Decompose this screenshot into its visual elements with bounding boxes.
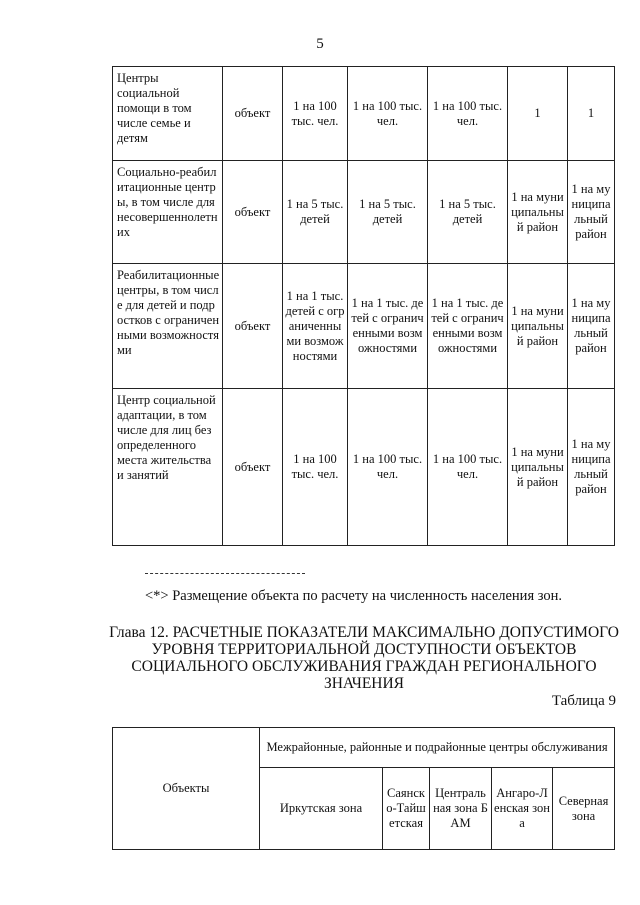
- value-cell: 1 на муниципальный район: [508, 264, 568, 389]
- value-cell: 1 на 5 тыс. детей: [348, 161, 428, 264]
- value-cell: 1 на 1 тыс. детей с ограниченными возможностями: [348, 264, 428, 389]
- value-cell: 1 на 1 тыс. детей с ограниченными возможностями: [283, 264, 348, 389]
- footnote: <*> Размещение объекта по расчету на численность населения зон.: [145, 588, 563, 604]
- zone-header: Центральная зона БАМ: [430, 768, 492, 850]
- object-name: Реабилитационные центры, в том числе для детей и подростков с ограниченными возможностями: [113, 264, 223, 389]
- footnote-divider: [145, 573, 305, 574]
- table-row: [113, 264, 615, 389]
- table-caption: Таблица 9: [551, 693, 616, 709]
- value-cell: 1 на 100 тыс. чел.: [348, 67, 428, 161]
- chapter-title: Глава 12. РАСЧЕТНЫЕ ПОКАЗАТЕЛИ МАКСИМАЛЬНО ДОПУСТИМОГО УРОВНЯ ТЕРРИТОРИАЛЬНОЙ ДОСТУПНОСТИ ОБЪЕКТОВ СОЦИАЛЬНОГО ОБСЛУЖИВАНИЯ ГРАЖДАН РЕГИОНАЛЬНОГО ЗНАЧЕНИЯ: [109, 624, 619, 692]
- objects-header: Объекты: [113, 728, 260, 850]
- value-cell: 1 на 100 тыс. чел.: [428, 67, 508, 161]
- zone-header: Саянско-Тайшетская: [383, 768, 430, 850]
- page-number: 5: [316, 36, 324, 52]
- object-name: Центр социальной адаптации, в том числе для лиц без определенного места жительства и занятий: [113, 389, 223, 546]
- table-row: [113, 161, 615, 264]
- value-cell: 1 на муниципальный район: [568, 161, 615, 264]
- unit-cell: объект: [223, 161, 283, 264]
- table-row: [113, 389, 615, 546]
- value-cell: 1 на 5 тыс. детей: [428, 161, 508, 264]
- table-row: [113, 67, 615, 161]
- zones-table: [112, 727, 615, 850]
- value-cell: 1: [508, 67, 568, 161]
- norms-table: [112, 66, 615, 546]
- value-cell: 1 на муниципальный район: [508, 161, 568, 264]
- value-cell: 1 на муниципальный район: [508, 389, 568, 546]
- group-header: Межрайонные, районные и подрайонные центры обслуживания: [260, 728, 615, 768]
- value-cell: 1: [568, 67, 615, 161]
- unit-cell: объект: [223, 264, 283, 389]
- unit-cell: объект: [223, 67, 283, 161]
- value-cell: 1 на 100 тыс. чел.: [283, 389, 348, 546]
- value-cell: 1 на 100 тыс. чел.: [283, 67, 348, 161]
- value-cell: 1 на 100 тыс. чел.: [348, 389, 428, 546]
- value-cell: 1 на 1 тыс. детей с ограниченными возможностями: [428, 264, 508, 389]
- value-cell: 1 на 100 тыс. чел.: [428, 389, 508, 546]
- object-name: Центры социальной помощи в том числе семье и детям: [113, 67, 223, 161]
- zone-header: Северная зона: [553, 768, 615, 850]
- zone-header: Иркутская зона: [260, 768, 383, 850]
- zone-header: Ангаро-Ленская зона: [492, 768, 553, 850]
- unit-cell: объект: [223, 389, 283, 546]
- value-cell: 1 на муниципальный район: [568, 389, 615, 546]
- table-header-row: [113, 728, 615, 768]
- object-name: Социально-реабилитационные центры, в том числе для несовершеннолетних: [113, 161, 223, 264]
- value-cell: 1 на 5 тыс. детей: [283, 161, 348, 264]
- value-cell: 1 на муниципальный район: [568, 264, 615, 389]
